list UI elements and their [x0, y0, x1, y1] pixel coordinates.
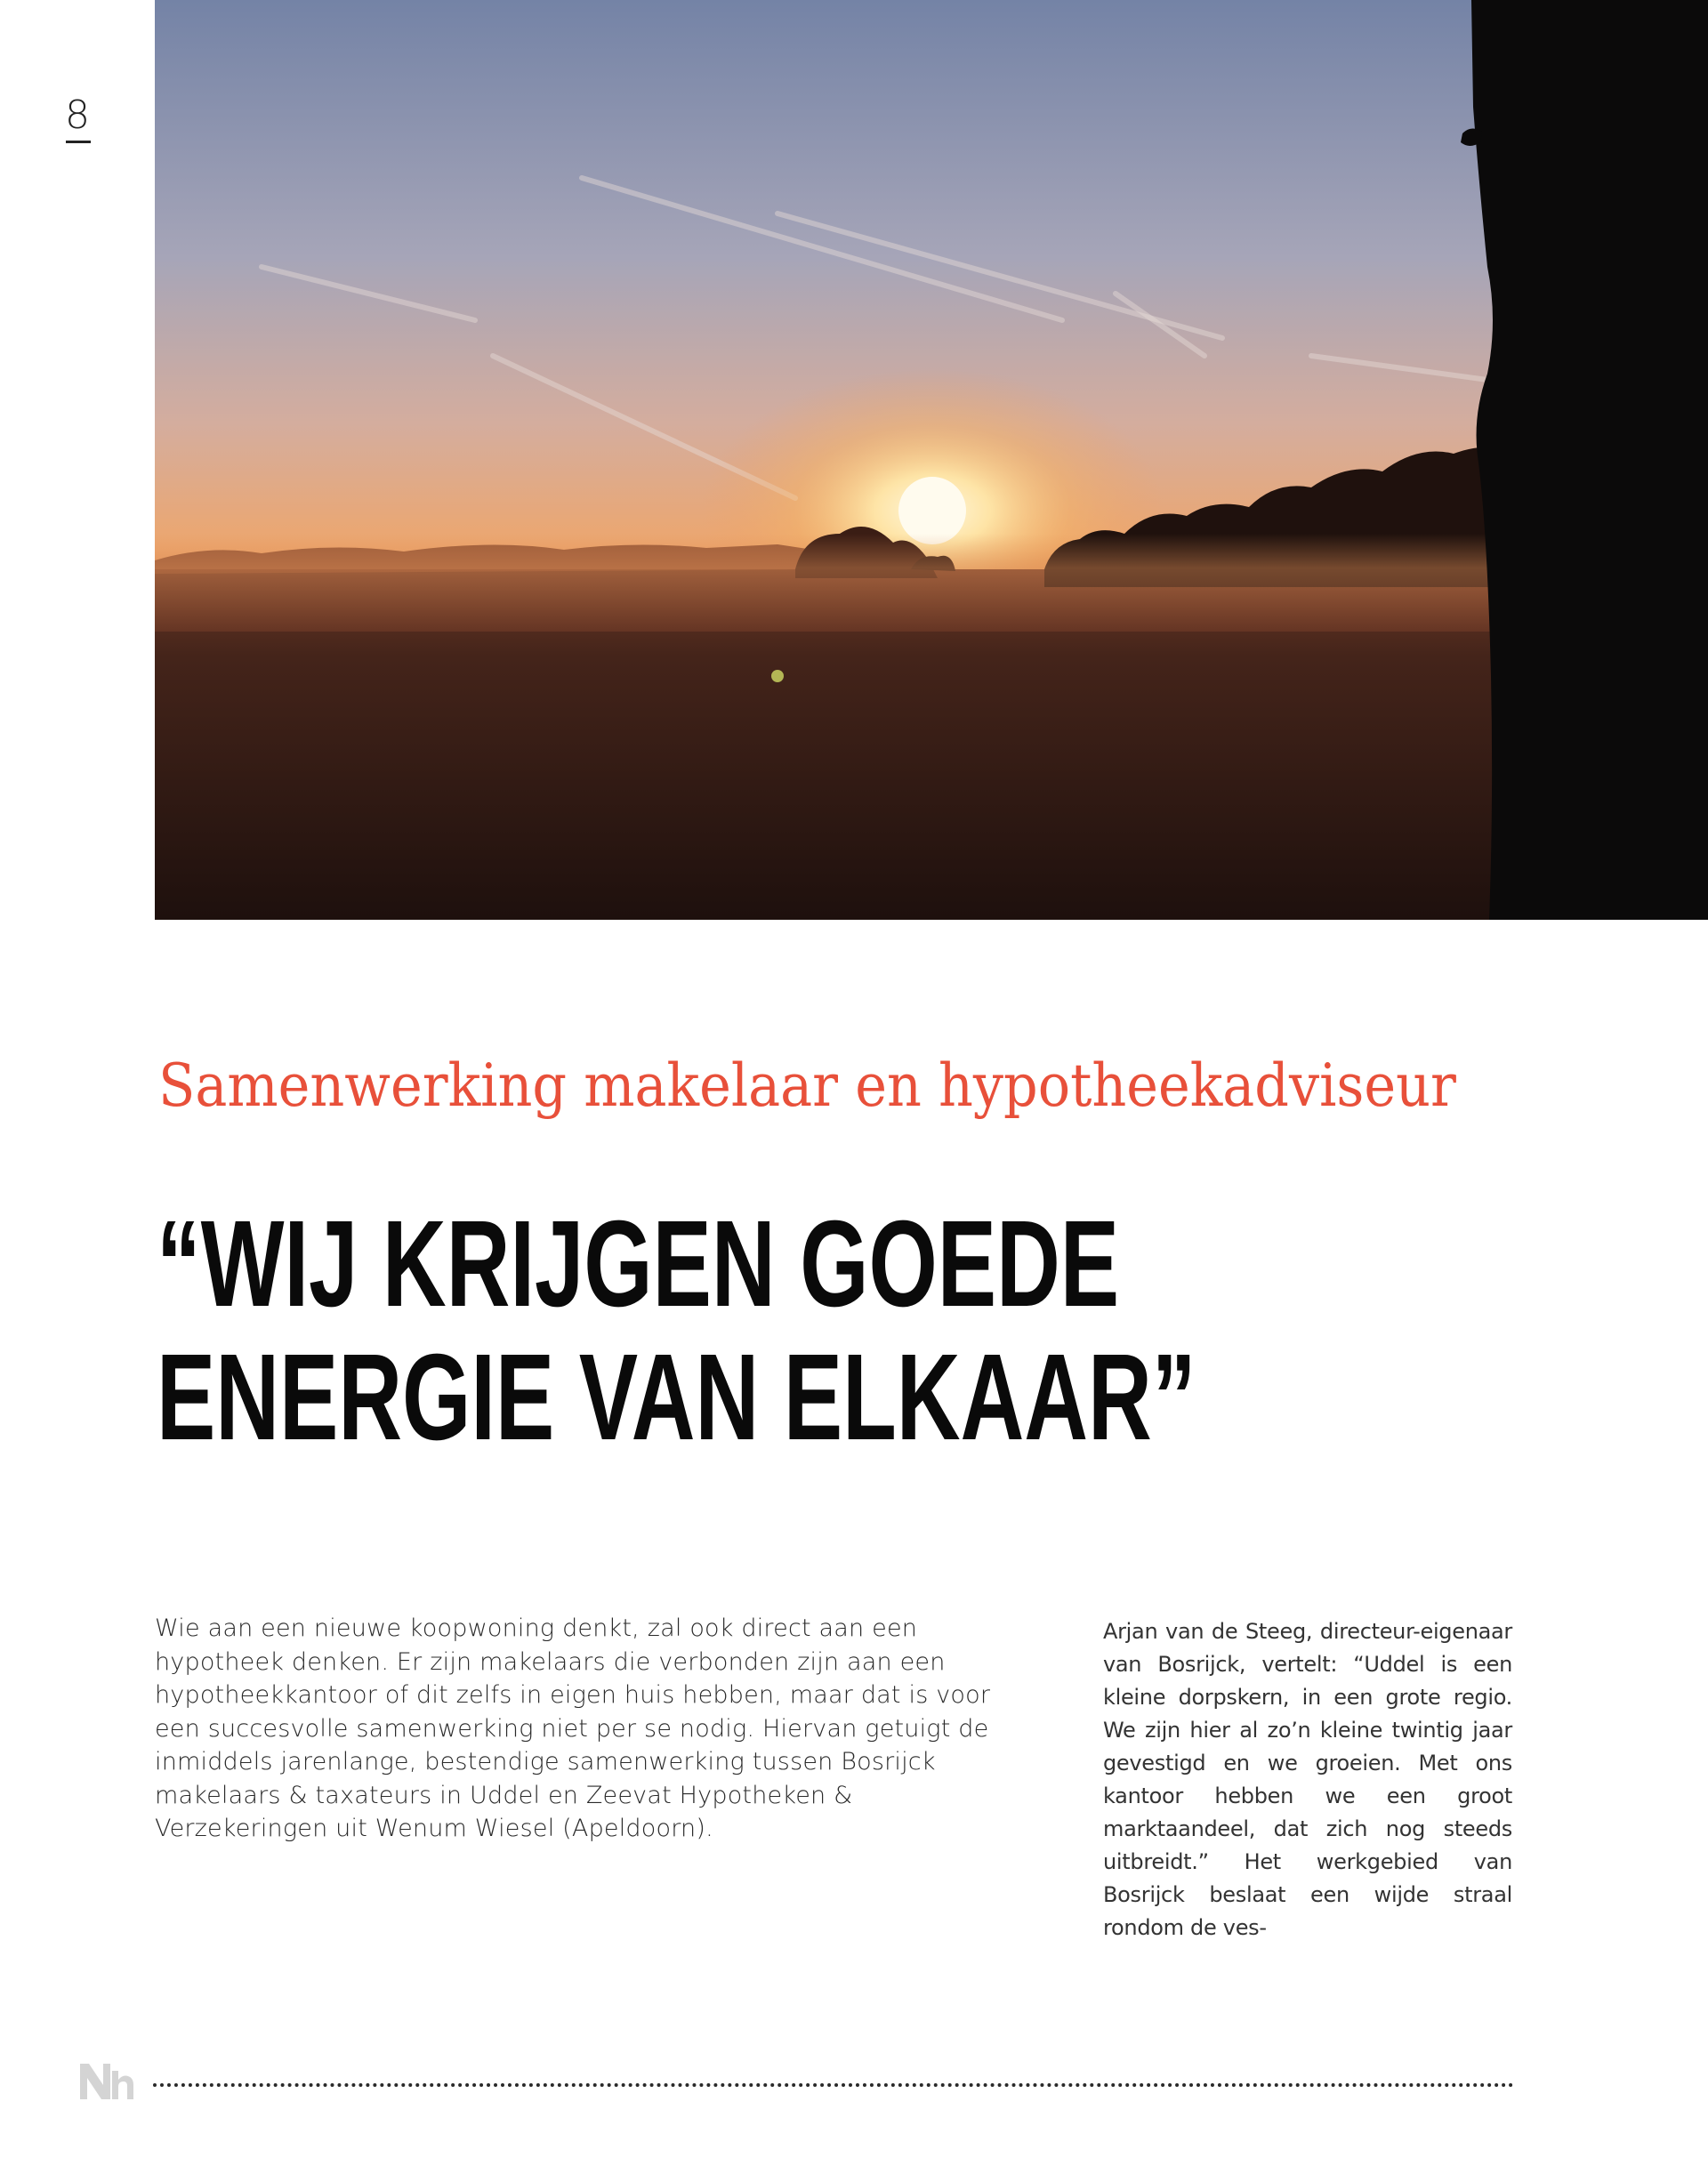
- hero-photo: [155, 0, 1708, 920]
- headline-line-1: “WIJ KRIJGEN GOEDE: [157, 1196, 1120, 1333]
- headline-line-2: ENERGIE VAN ELKAAR”: [157, 1329, 1196, 1466]
- page-number-underline: [66, 141, 91, 143]
- article-kicker: Samenwerking makelaar en hypotheekadviseur: [158, 1051, 1456, 1120]
- article-headline: [157, 1196, 1196, 1466]
- nh-logo-icon: [77, 2058, 135, 2103]
- footer-dotted-rule: [153, 2083, 1514, 2087]
- article-intro: Wie aan een nieuwe koopwoning denkt, zal ook direct aan een hypotheek denken. Er zijn makelaars die verbonden zijn aan een hypotheekkantoor of dit zelfs in eigen huis hebben, maar dat is voor een succesvolle samenwerking niet per se nodig. Hiervan getuigt de inmiddels jarenlange, bestendige samenwerking tussen Bosrijck makelaars & taxateurs in Uddel en Zeevat Hypotheken & Verzekeringen uit Wenum Wiesel (Apeldoorn).: [155, 1614, 991, 1842]
- page-number: 8: [65, 93, 90, 138]
- article-body-column: Arjan van de Steeg, directeur-eigenaar van Bosrijck, vertelt: “Uddel is een kleine dorpskern, in een grote regio. We zijn hier al zo’n kleine twintig jaar gevestigd en we groeien. Met ons kantoor hebben we een groot marktaandeel, dat zich nog steeds uitbreidt.” Het werkgebied van Bosrijck beslaat een wijde straal rondom de ves-: [1103, 1619, 1512, 1940]
- sunrise-meadow-photo-icon: [155, 0, 1708, 920]
